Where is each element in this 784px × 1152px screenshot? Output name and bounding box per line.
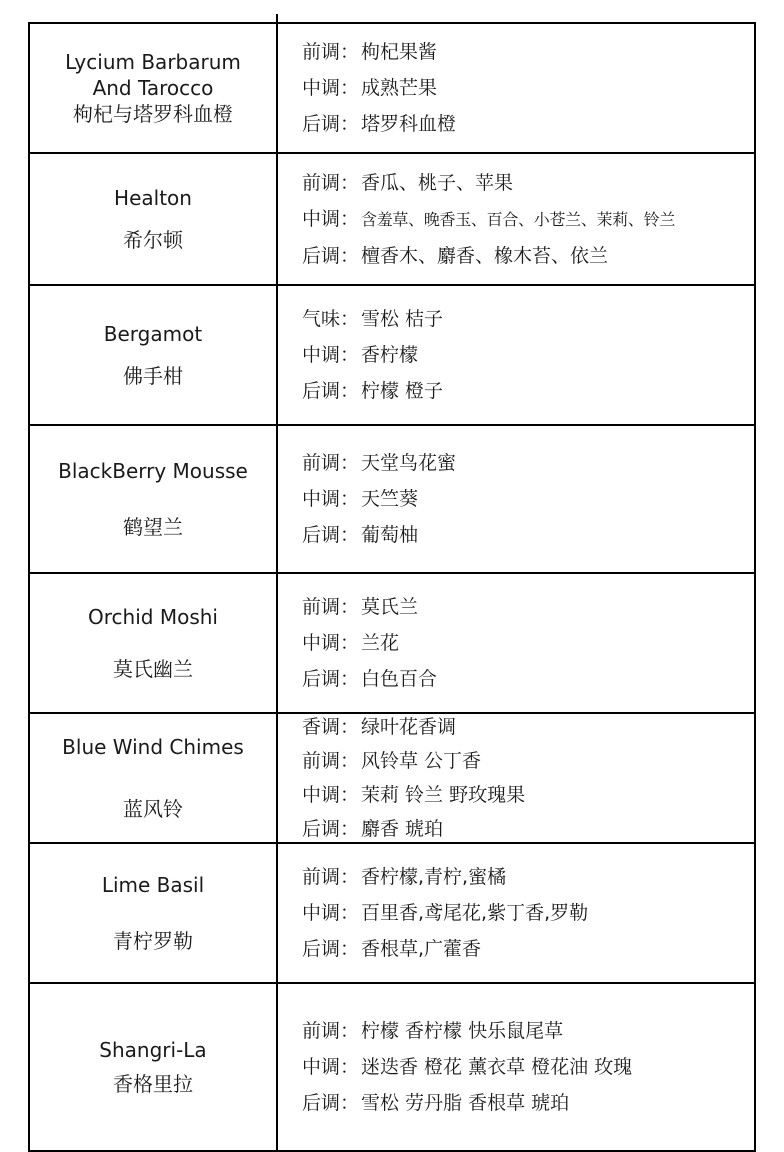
note-value: 麝香 琥珀	[361, 818, 444, 840]
note-label: 后调：	[302, 380, 360, 402]
note-line	[302, 238, 754, 274]
note-value: 绿叶花香调	[361, 716, 457, 738]
note-line	[302, 931, 754, 967]
note-label: 后调：	[302, 668, 360, 690]
note-value: 香柠檬,青柠,蜜橘	[361, 866, 507, 888]
fragrance-notes-cell	[278, 426, 754, 572]
fragrance-english-name: Lycium Barbarum	[65, 50, 241, 74]
note-value: 含羞草、晚香玉、百合、小苍兰、茉莉、铃兰	[361, 209, 676, 229]
fragrance-notes-cell	[278, 286, 754, 424]
note-label: 气味：	[302, 308, 360, 330]
fragrance-notes-cell	[278, 154, 754, 284]
fragrance-chinese-name: 鹤望兰	[123, 515, 183, 539]
fragrance-table	[28, 22, 756, 1152]
note-label: 前调：	[302, 41, 360, 63]
note-label: 后调：	[302, 1092, 360, 1114]
note-line	[302, 859, 754, 895]
table-row	[30, 844, 754, 984]
fragrance-name-cell	[30, 574, 278, 712]
note-label: 中调：	[302, 902, 360, 924]
fragrance-name-cell	[30, 714, 278, 842]
note-label: 后调：	[302, 113, 360, 135]
note-line	[302, 481, 754, 517]
fragrance-english-name: Shangri-La	[99, 1038, 207, 1062]
note-label: 前调：	[302, 866, 360, 888]
note-value: 天堂鸟花蜜	[361, 452, 457, 474]
note-value: 风铃草 公丁香	[361, 750, 482, 772]
fragrance-english-name: Blue Wind Chimes	[62, 735, 244, 759]
note-label: 前调：	[302, 596, 360, 618]
fragrance-notes-cell	[278, 844, 754, 982]
note-value: 香瓜、桃子、苹果	[361, 171, 514, 194]
note-line	[302, 744, 754, 778]
note-line	[302, 710, 754, 744]
note-label: 中调：	[302, 344, 360, 366]
fragrance-chinese-name: 蓝风铃	[123, 797, 183, 821]
note-line	[302, 812, 754, 846]
note-line	[302, 1049, 754, 1085]
note-label: 中调：	[302, 784, 360, 806]
note-label: 前调：	[302, 1020, 360, 1042]
table-row	[30, 714, 754, 844]
note-line	[302, 589, 754, 625]
note-line	[302, 201, 754, 238]
fragrance-name-cell	[30, 154, 278, 284]
table-row	[30, 24, 754, 154]
note-label: 香调：	[302, 716, 360, 738]
note-line	[302, 1085, 754, 1121]
table-row	[30, 286, 754, 426]
table-row	[30, 154, 754, 286]
note-label: 前调：	[302, 750, 360, 772]
note-value: 茉莉 铃兰 野玫瑰果	[361, 784, 526, 806]
fragrance-chinese-name: 枸杞与塔罗科血橙	[73, 102, 233, 126]
note-value: 香柠檬	[361, 344, 419, 366]
fragrance-notes-cell	[278, 574, 754, 712]
fragrance-name-cell	[30, 286, 278, 424]
fragrance-name-cell	[30, 844, 278, 982]
fragrance-chinese-name: 莫氏幽兰	[113, 657, 193, 681]
note-line	[302, 301, 754, 337]
note-value: 葡萄柚	[361, 524, 419, 546]
note-value: 柠檬 香柠檬 快乐鼠尾草	[361, 1020, 564, 1042]
note-line	[302, 778, 754, 812]
fragrance-english-name: Lime Basil	[101, 873, 205, 897]
fragrance-chinese-name: 佛手柑	[123, 364, 183, 388]
fragrance-english-name: Bergamot	[103, 322, 203, 346]
note-label: 中调：	[302, 632, 360, 654]
fragrance-english-name: Healton	[114, 186, 192, 210]
note-value: 塔罗科血橙	[361, 113, 457, 135]
fragrance-name-cell	[30, 984, 278, 1150]
note-value: 枸杞果酱	[361, 41, 438, 63]
note-label: 中调：	[302, 77, 360, 99]
note-value: 檀香木、麝香、橡木苔、依兰	[361, 244, 609, 267]
note-line	[302, 625, 754, 661]
note-line	[302, 106, 754, 142]
note-label: 中调：	[302, 488, 360, 510]
fragrance-english-name: BlackBerry Mousse	[58, 459, 248, 483]
fragrance-name-cell	[30, 24, 278, 152]
note-value: 迷迭香 橙花 薰衣草 橙花油 玫瑰	[361, 1056, 633, 1078]
note-label: 后调：	[302, 524, 360, 546]
note-line	[302, 165, 754, 201]
note-label: 中调：	[302, 1056, 360, 1078]
note-line	[302, 70, 754, 106]
note-line	[302, 1013, 754, 1049]
note-value: 白色百合	[361, 668, 438, 690]
note-value: 成熟芒果	[361, 77, 438, 99]
note-value: 莫氏兰	[361, 596, 419, 618]
table-row	[30, 574, 754, 714]
note-value: 兰花	[361, 632, 400, 654]
fragrance-english-name: Orchid Moshi	[88, 605, 218, 629]
note-label: 中调：	[302, 207, 360, 230]
note-label: 后调：	[302, 938, 360, 960]
table-row	[30, 426, 754, 574]
fragrance-chinese-name: 青柠罗勒	[113, 929, 193, 953]
note-line	[302, 895, 754, 931]
fragrance-chinese-name: 希尔顿	[123, 228, 183, 252]
note-value: 雪松 劳丹脂 香根草 琥珀	[361, 1092, 570, 1114]
note-line	[302, 34, 754, 70]
note-line	[302, 661, 754, 697]
note-value: 百里香,鸢尾花,紫丁香,罗勒	[361, 902, 589, 924]
note-value: 柠檬 橙子	[361, 380, 444, 402]
note-label: 前调：	[302, 171, 360, 194]
note-line	[302, 517, 754, 553]
fragrance-notes-cell	[278, 714, 754, 842]
note-line	[302, 373, 754, 409]
note-line	[302, 337, 754, 373]
fragrance-english-name: And Tarocco	[92, 76, 214, 100]
note-label: 后调：	[302, 818, 360, 840]
fragrance-name-cell	[30, 426, 278, 572]
table-row	[30, 984, 754, 1152]
note-value: 雪松 桔子	[361, 308, 444, 330]
note-value: 香根草,广藿香	[361, 938, 482, 960]
note-value: 天竺葵	[361, 488, 419, 510]
fragrance-notes-cell	[278, 24, 754, 152]
fragrance-notes-cell	[278, 984, 754, 1150]
note-label: 前调：	[302, 452, 360, 474]
note-line	[302, 445, 754, 481]
note-label: 后调：	[302, 244, 360, 267]
fragrance-chinese-name: 香格里拉	[113, 1072, 193, 1096]
